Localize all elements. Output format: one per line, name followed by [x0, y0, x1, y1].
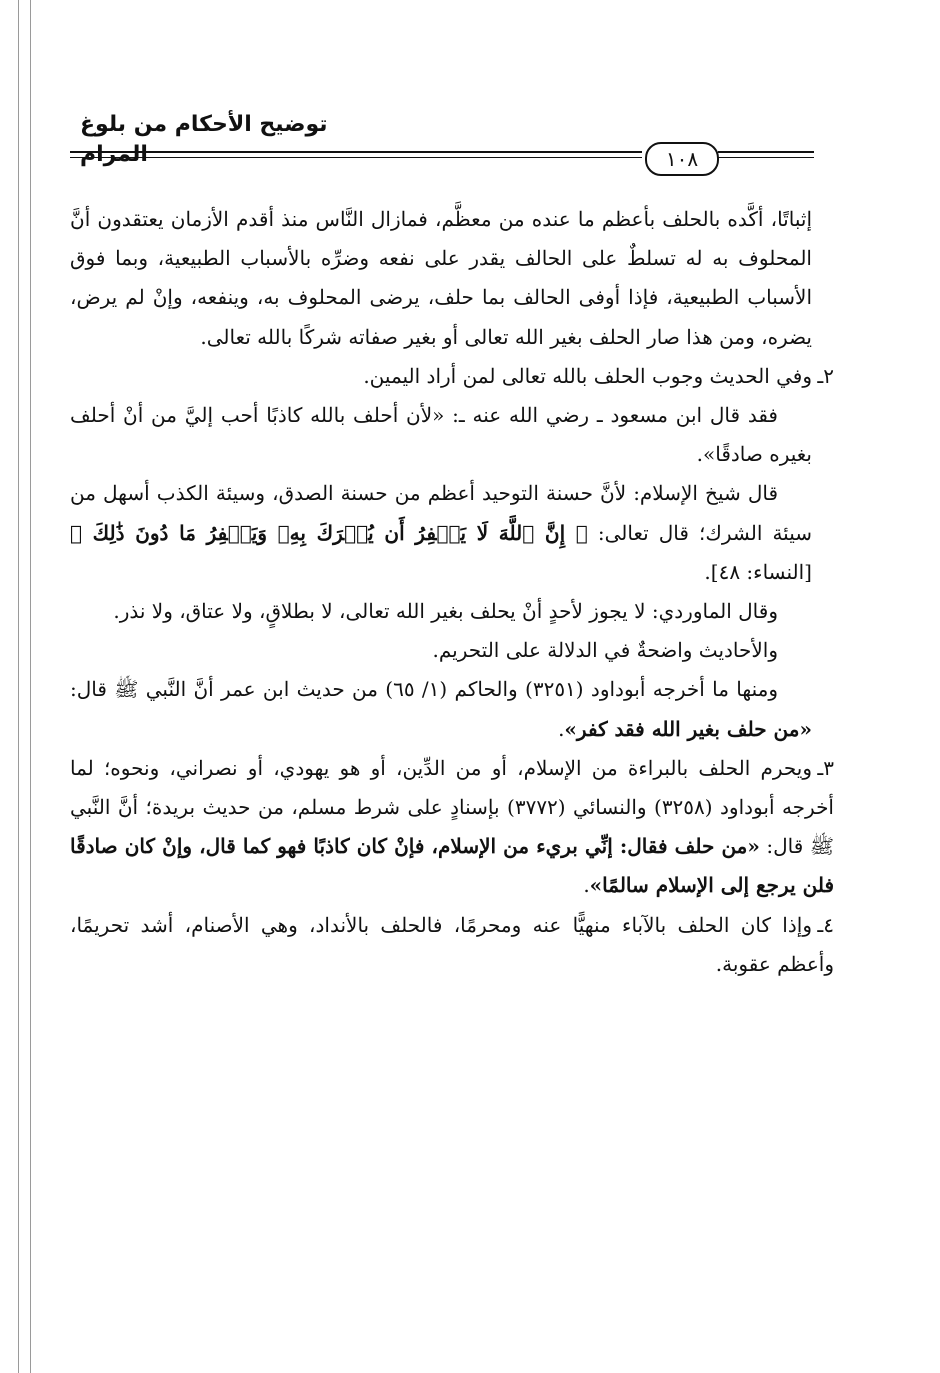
- paragraph-text-end: .: [583, 873, 590, 898]
- paragraph-text: والأحاديث واضحةٌ في الدلالة على التحريم.: [432, 638, 778, 663]
- item-number: ٣ـ: [817, 755, 834, 780]
- binding-line-inner: [30, 0, 31, 1373]
- paragraph-7: [70, 670, 812, 748]
- item-number: ٢ـ: [817, 363, 834, 388]
- paragraph-text: قال شيخ الإسلام: لأنَّ حسنة التوحيد أعظم من حسنة الصدق، وسيئة الكذب أسهل من سيئة الشرك؛ قال تعالى:: [70, 481, 812, 545]
- paragraph-6: [70, 631, 812, 670]
- binding-line-outer: [18, 0, 19, 1373]
- paragraph-text: وإذا كان الحلف بالآباء منهيًّا عنه ومحرمًا، فالحلف بالأنداد، وهي الأصنام، أشد تحريمًا، وأعظم عقوبة.: [70, 912, 834, 976]
- hadith-quote: «من حلف بغير الله فقد كفر»: [564, 716, 812, 741]
- verse-reference: [النساء: ٤٨].: [704, 559, 812, 584]
- page-body: [70, 200, 834, 984]
- paragraph-8-numbered: [70, 749, 834, 906]
- paragraph-text: وفي الحديث وجوب الحلف بالله تعالى لمن أراد اليمين.: [363, 363, 812, 388]
- header-rule-left-top: [70, 151, 642, 153]
- paragraph-text: فقد قال ابن مسعود ـ رضي الله عنه ـ: «لأن أحلف بالله كاذبًا أحب إليَّ من أنْ أحلف بغيره صادقًا».: [70, 403, 812, 467]
- paragraph-3: [70, 396, 812, 474]
- paragraph-5: [70, 592, 812, 631]
- paragraph-2-numbered: [70, 357, 834, 396]
- header-rule-right-bottom: [718, 157, 814, 158]
- header-rule-left-bottom: [70, 157, 642, 158]
- paragraph-1: [70, 200, 812, 357]
- hadith-quote: «من حلف فقال: إنِّي بريء من الإسلام، فإنْ كان كاذبًا فهو كما قال، وإنْ كان صادقًا فلن يرجع إلى الإسلام سالمًا»: [70, 834, 834, 898]
- item-number: ٤ـ: [817, 912, 834, 937]
- paragraph-text: إثباتًا، أكَّده بالحلف بأعظم ما عنده من معظَّم، فمازال النَّاس منذ أقدم الأزمان يعتقدون أنَّ المحلوف به له تسلطٌ على الحالف يقدر على نفعه وضرِّه بالأسباب الطبيعية، وبما فوق الأسباب الطبيعية، فإذا أوفى الحالف بما حلف، يرضى المحلوف به، وينفعه، وإنْ لم يرض، يضره، ومن هذا صار الحلف بغير الله تعالى أو بغير صفاته شركًا بالله تعالى.: [70, 207, 812, 349]
- paragraph-9-numbered: [70, 906, 834, 984]
- paragraph-text: ومنها ما أخرجه أبوداود (٣٢٥١) والحاكم (١/ ٦٥) من حديث ابن عمر أنَّ النَّبي ﷺ قال:: [70, 677, 778, 702]
- paragraph-4: [70, 474, 812, 592]
- paragraph-text: وقال الماوردي: لا يجوز لأحدٍ أنْ يحلف بغير الله تعالى، لا بطلاقٍ، ولا عتاق، ولا نذر.: [113, 599, 778, 624]
- running-header-title: توضيح الأحكام من بلوغ المرام: [80, 112, 328, 167]
- header-rule-right-top: [718, 151, 814, 153]
- page-number: ١٠٨: [645, 142, 719, 176]
- paragraph-text-end: .: [558, 716, 565, 741]
- paragraph-text: ويحرم الحلف بالبراءة من الإسلام، أو من الدِّين، أو هو يهودي، أو نصراني، ونحوه؛ لما أخرجه أبوداود (٣٢٥٨) والنسائي (٣٧٧٢) بإسنادٍ على شرط مسلم، من حديث بريدة؛ أنَّ النَّبي ﷺ قال:: [70, 755, 834, 859]
- quran-verse: ﴿ إِنَّ ٱللَّهَ لَا يَغۡفِرُ أَن يُشۡرَكَ بِهِۦ وَيَغۡفِرُ مَا دُونَ ذَٰلِكَ ﴾: [70, 520, 588, 545]
